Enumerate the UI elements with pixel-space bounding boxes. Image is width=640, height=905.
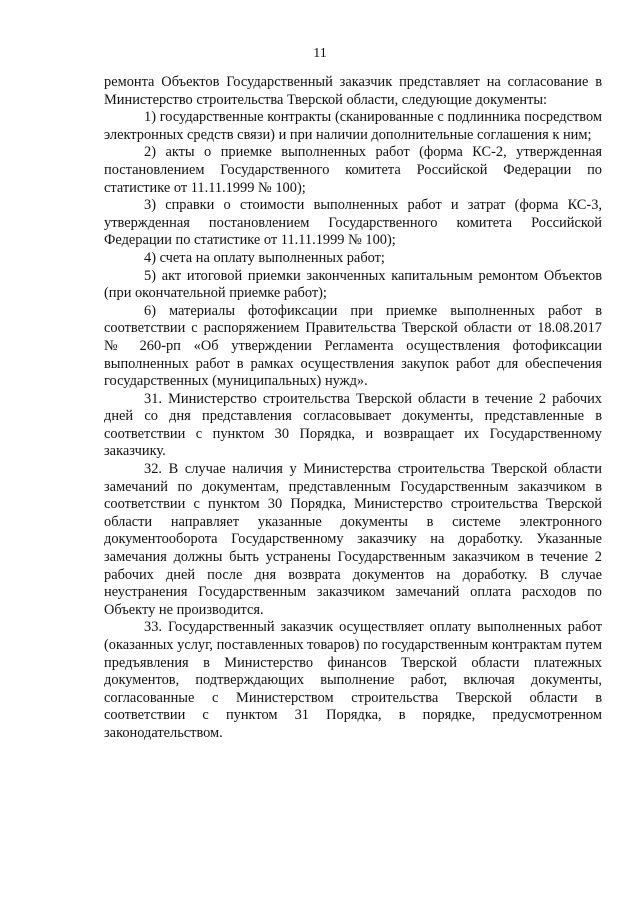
clause-33: 33. Государственный заказчик осуществляет оплату выполненных работ (оказанных услуг, поставленных товаров) по государственным контрактам путем предъявления в Министерство финансов Тверской области платежных документов, подтверждающих выполнение работ, включая документы, согласованные с Министерством строительства Тверской области в соответствии с пунктом 31 Порядка, в порядке, предусмотренном законодательством. <box>104 619 602 741</box>
paragraph-continuation: ремонта Объектов Государственный заказчик представляет на согласование в Министерство строительства Тверской области, следующие документы: <box>104 74 602 108</box>
list-item-4: 4) счета на оплату выполненных работ; <box>144 249 385 266</box>
document-body <box>104 74 602 743</box>
clause-32: 32. В случае наличия у Министерства строительства Тверской области замечаний по документам, представленным Государственным заказчиком в соответствии с пунктом 30 Порядка, Министерство строительства Тверской области направляет указанные документы в системе электронного документооборота Государственному заказчику на доработку. Указанные замечания должны быть устранены Государственным заказчиком в течение 2 рабочих дней после дня возврата документов на доработку. В случае неустранения Государственным заказчиком замечаний оплата расходов по Объекту не производится. <box>104 461 602 618</box>
list-item-6: 6) материалы фотофиксации при приемке выполненных работ в соответствии с распоряжением Правительства Тверской области от 18.08.2017 № 260-рп «Об утверждении Регламента осуществления фотофиксации выполненных работ в рамках осуществления закупок работ для обеспечения государственных (муниципальных) нужд». <box>104 302 602 390</box>
list-item-2: 2) акты о приемке выполненных работ (форма КС-2, утвержденная постановлением Государственного комитета Российской Федерации по статистике от 11.11.1999 № 100); <box>104 144 602 196</box>
page-number: 11 <box>313 46 327 61</box>
clause-31: 31. Министерство строительства Тверской области в течение 2 рабочих дней со дня представления согласовывает документы, представленные в соответствии с пунктом 30 Порядка, и возвращает их Государственному заказчику. <box>104 390 602 460</box>
list-item-1: 1) государственные контракты (сканированные с подлинника посредством электронных средств связи) и при наличии дополнительные соглашения к ним; <box>104 109 602 143</box>
list-item-5: 5) акт итоговой приемки законченных капитальным ремонтом Объектов (при окончательной приемке работ); <box>104 267 602 302</box>
list-item-3: 3) справки о стоимости выполненных работ и затрат (форма КС-3, утвержденная постановлением Государственного комитета Российской Федерации по статистике от 11.11.1999 № 100); <box>104 197 602 249</box>
